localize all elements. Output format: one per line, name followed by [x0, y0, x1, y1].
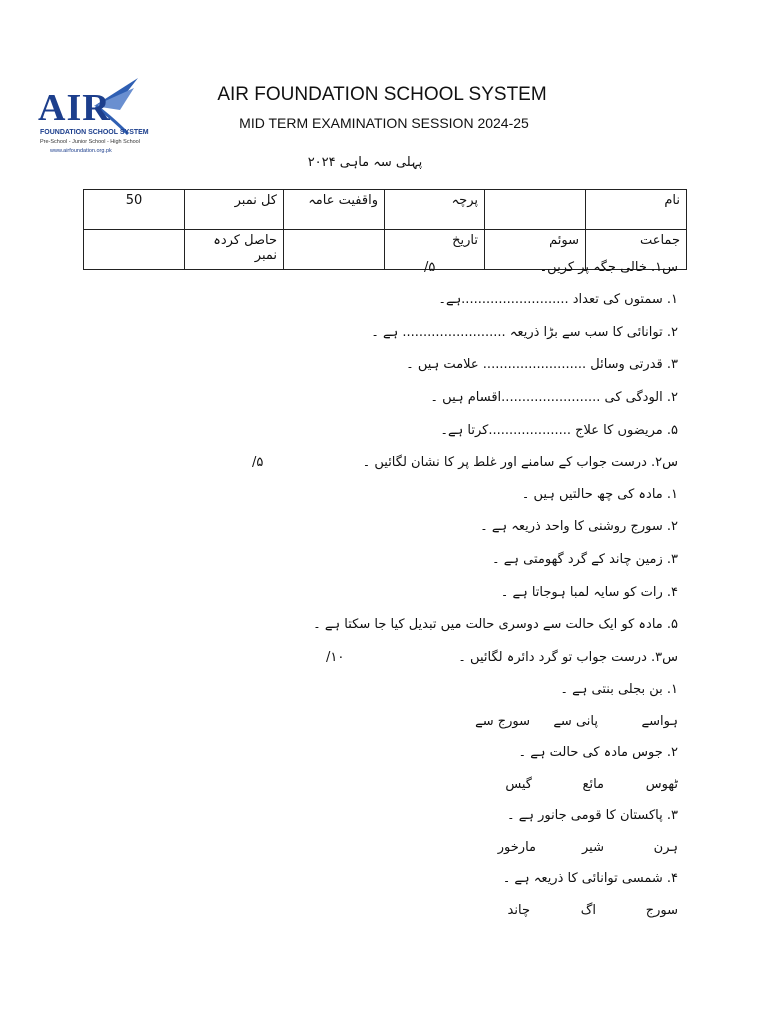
- q1-item-5: ۵. مریضوں کا علاج ....................کرتا ہے۔: [440, 423, 678, 438]
- q1-item-3: ۳. قدرتی وسائل ......................... علامت ہیں ۔: [406, 357, 678, 372]
- q3-option[interactable]: مارخور: [497, 840, 536, 855]
- q3-option[interactable]: ہرن: [653, 840, 678, 855]
- class-value: سوئم: [485, 230, 586, 270]
- q3-option[interactable]: ہواسے: [641, 714, 678, 729]
- q3-item-2: ۲. جوس مادہ کی حالت ہے ۔: [518, 745, 678, 760]
- q3-option[interactable]: چاند: [507, 903, 530, 918]
- q3-marks: /۱۰: [326, 650, 345, 665]
- school-title: AIR FOUNDATION SCHOOL SYSTEM: [217, 84, 547, 105]
- q3-option[interactable]: سورج سے: [475, 714, 530, 729]
- q2-item-2: ۲. سورج روشنی کا واحد ذریعہ ہے ۔: [480, 519, 678, 534]
- q2-item-5: ۵. مادہ کو ایک حالت سے دوسری حالت میں تبدیل کیا جا سکتا ہے ۔: [313, 617, 678, 632]
- q1-title: س۱. خالی جگہ پر کریں۔: [539, 260, 678, 275]
- q1-item-4: ۲. الودگی کی ........................اقسام ہیں ۔: [430, 390, 678, 405]
- logo-brand: AIR: [38, 87, 111, 129]
- q3-option[interactable]: پانی سے: [553, 714, 598, 729]
- paper-label: پرچہ: [385, 190, 485, 230]
- q1-item-2: ۲. توانائی کا سب سے بڑا ذریعہ ......................... ہے ۔: [371, 325, 678, 340]
- q2-item-1: ۱. مادہ کی چھ حالتیں ہیں ۔: [521, 487, 678, 502]
- total-marks-label: کل نمبر: [185, 190, 284, 230]
- class-label: جماعت: [586, 230, 687, 270]
- q3-item-3: ۳. پاکستان کا قومی جانور ہے ۔: [506, 808, 678, 823]
- q3-option[interactable]: اگ: [580, 903, 596, 918]
- date-label: تاریخ: [385, 230, 485, 270]
- name-value[interactable]: [485, 190, 586, 230]
- q2-item-3: ۳. زمین چاند کے گرد گھومتی ہے ۔: [492, 552, 678, 567]
- q3-title: س۳. درست جواب تو گرد دائرہ لگائیں ۔: [458, 650, 678, 665]
- q2-title: س۲. درست جواب کے سامنے اور غلط پر کا نشان لگائیں ۔: [362, 455, 678, 470]
- logo-tagline: Pre-School - Junior School - High School: [40, 139, 140, 145]
- q3-option[interactable]: ٹھوس: [645, 777, 678, 792]
- name-label: نام: [586, 190, 687, 230]
- q2-marks: /۵: [252, 455, 264, 470]
- q3-option[interactable]: گیس: [505, 777, 532, 792]
- q3-option[interactable]: سورج: [645, 903, 678, 918]
- q1-item-1: ۱. سمتوں کی تعداد ..........................ہے۔: [438, 292, 678, 307]
- table-row: [84, 190, 687, 230]
- term-label: پہلی سہ ماہی ۲۰۲۴: [307, 155, 423, 170]
- total-marks-value: 50: [84, 190, 185, 230]
- logo-website: www.airfoundation.org.pk: [50, 148, 112, 154]
- q3-option[interactable]: مائع: [582, 777, 604, 792]
- student-info-table: [83, 189, 687, 270]
- obtained-marks-value[interactable]: [84, 230, 185, 270]
- q3-item-4: ۴. شمسی توانائی کا ذریعہ ہے ۔: [502, 871, 678, 886]
- logo-system: FOUNDATION SCHOOL SYSTEM: [40, 129, 149, 136]
- q3-option[interactable]: شیر: [582, 840, 604, 855]
- date-value[interactable]: [284, 230, 385, 270]
- exam-session: MID TERM EXAMINATION SESSION 2024-25: [239, 115, 529, 131]
- subject-value: واقفیت عامہ: [284, 190, 385, 230]
- q1-marks: /۵: [424, 260, 436, 275]
- obtained-marks-label: حاصل کردہ نمبر: [185, 230, 284, 270]
- q3-item-1: ۱. بن بجلی بنتی ہے ۔: [560, 682, 678, 697]
- q2-item-4: ۴. رات کو سایہ لمبا ہوجاتا ہے ۔: [500, 585, 678, 600]
